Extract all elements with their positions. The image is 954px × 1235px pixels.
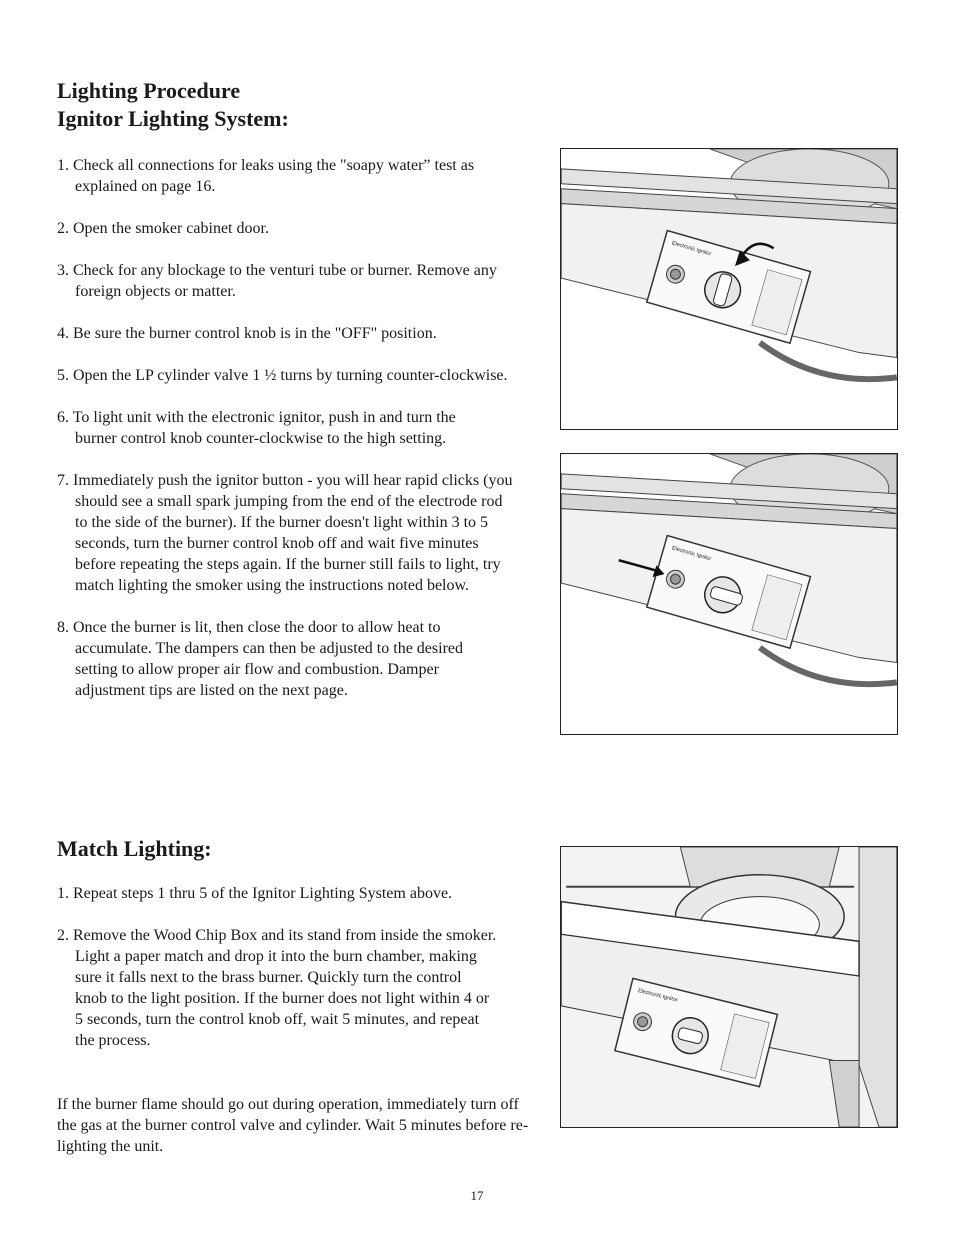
list-item: 3. Check for any blockage to the venturi tube or burner. Remove any foreign objects or matter. [57,262,497,300]
match-steps-list [57,883,497,1072]
panel-label-text: Electronic Ignitor [637,987,679,1004]
smoker-ignitor-illustration [561,454,897,734]
figure-match-lighting [560,846,898,1128]
section-title-lighting-procedure: Lighting Procedure Ignitor Lighting System: [57,78,289,131]
smoker-burner-illustration [561,149,897,429]
section-title-match-lighting: Match Lighting: [57,836,212,861]
panel-label-text: Electronic Ignitor [671,545,712,563]
list-item: 2. Open the smoker cabinet door. [57,220,269,237]
page-number: 17 [470,1188,484,1203]
list-item: 6. To light unit with the electronic ignitor, push in and turn the burner control knob counter-clockwise to the high setting. [57,409,456,447]
ignitor-steps-list [57,155,513,722]
figure-knob-turn [560,148,898,430]
smoker-burn-chamber-illustration [561,847,897,1127]
list-item: 7. Immediately push the ignitor button - you will hear rapid clicks (you should see a small spark jumping from the end of the electrode rod to the side of the burner). If the burner doesn't light within 3 to 5 seconds, turn the burner control knob off and wait five minutes before repeating the steps again. If the burner still fails to light, try match lighting the smoker using the instructions noted below. [57,472,513,594]
figure-ignitor-button [560,453,898,735]
list-item: 4. Be sure the burner control knob is in the "OFF" position. [57,325,437,342]
list-item: 1. Check all connections for leaks using the "soapy water” test as explained on page 16. [57,157,475,195]
list-item: 5. Open the LP cylinder valve 1 ½ turns by turning counter-clockwise. [57,367,508,384]
list-item: 8. Once the burner is lit, then close the door to allow heat to accumulate. The dampers can then be adjusted to the desired setting to allow proper air flow and combustion. Damper adjustment tips are listed on the next page. [57,619,463,699]
list-item: 2. Remove the Wood Chip Box and its stand from inside the smoker. Light a paper match and drop it into the burn chamber, making sure it falls next to the brass burner. Quickly turn the control knob to the light position. If the burner does not light within 4 or 5 seconds, turn the control knob off, wait 5 minutes, and repeat the process. [57,927,497,1049]
panel-label-text: Electronic Ignitor [671,240,712,258]
flame-out-note: If the burner flame should go out during operation, immediately turn off the gas at the burner control valve and cylinder. Wait 5 minutes before re-lighting the unit. [57,1096,529,1155]
list-item: 1. Repeat steps 1 thru 5 of the Ignitor Lighting System above. [57,885,453,902]
